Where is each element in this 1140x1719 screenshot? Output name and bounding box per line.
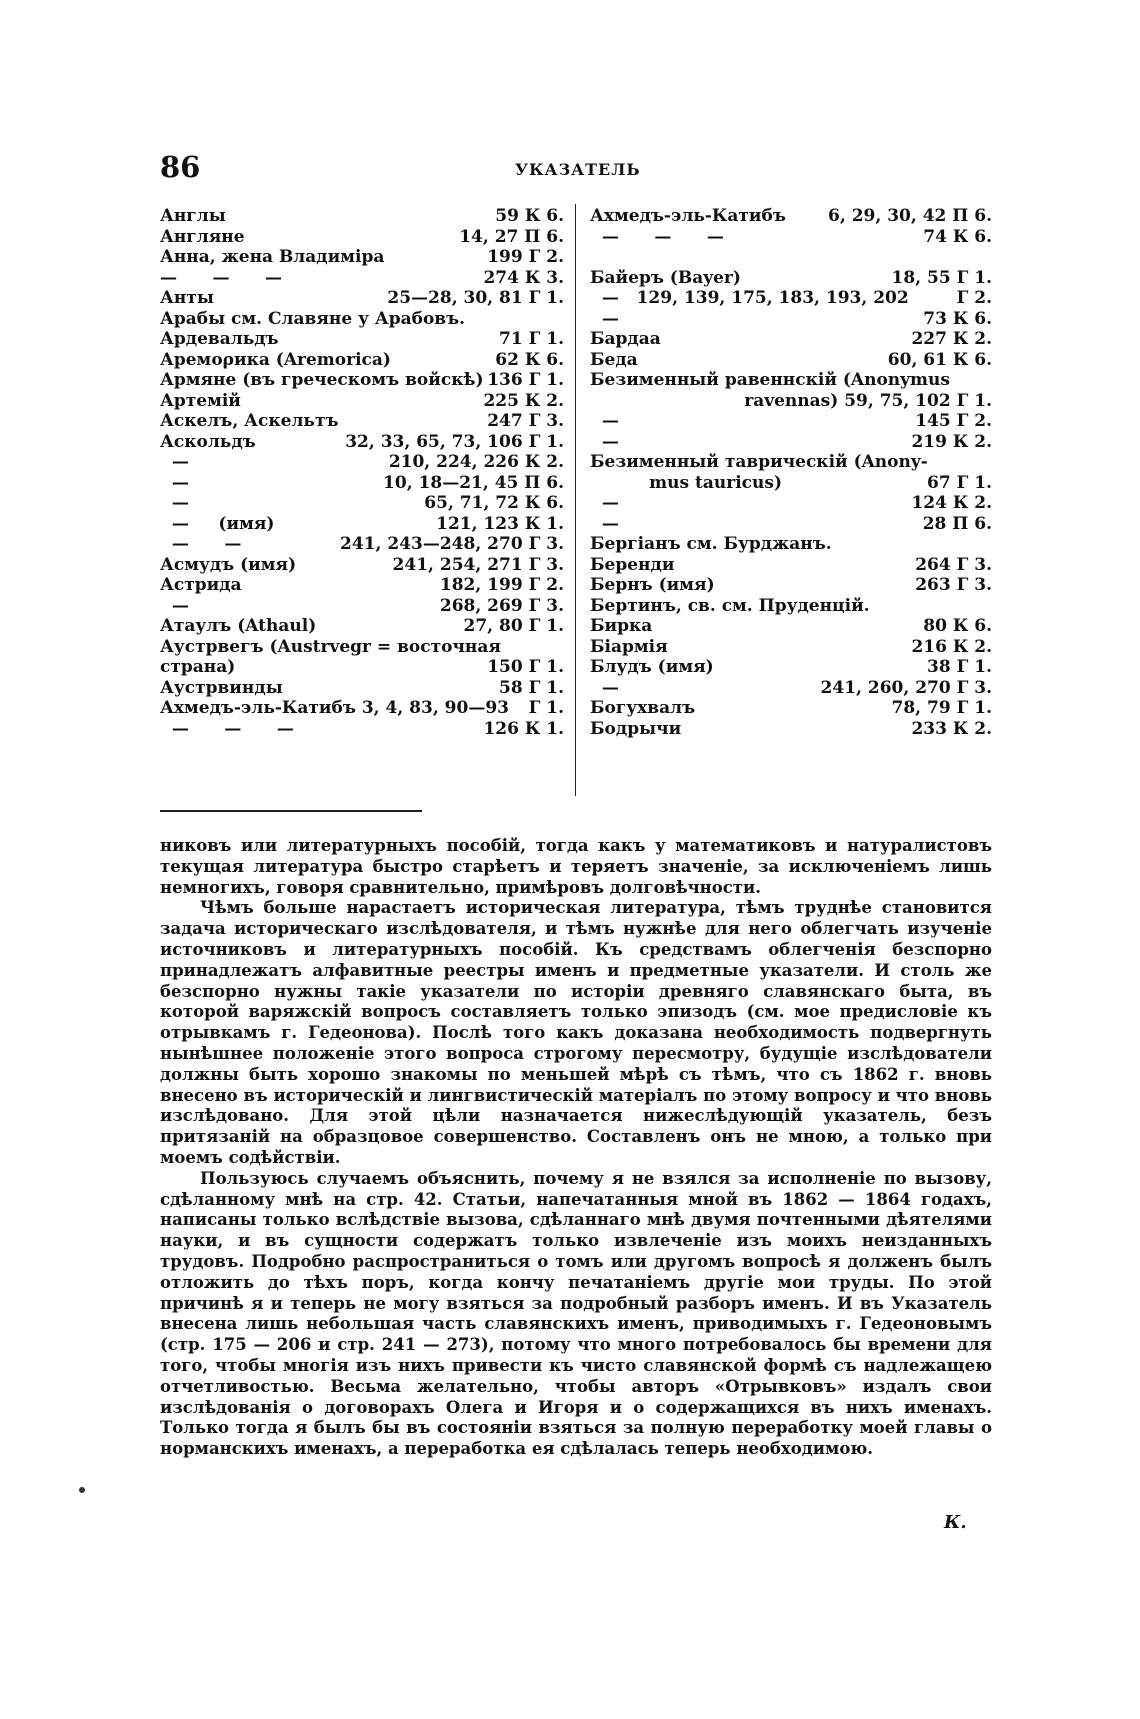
index-entry-name: — xyxy=(590,431,619,452)
index-entry xyxy=(590,575,992,596)
index-entry xyxy=(160,370,564,391)
index-entry xyxy=(160,514,564,535)
index-entry-name: Аустрвегъ (Austrvegr = восточная xyxy=(160,636,501,657)
index-entry-ref: 14, 27 П 6. xyxy=(459,226,564,247)
index-entry-ref: 73 К 6. xyxy=(923,308,992,329)
index-entry-name: Ардевальдъ xyxy=(160,329,279,349)
index-entry-name: Бертинъ, св. см. Пруденцій. xyxy=(590,595,870,616)
index-entry-ref: 62 К 6. xyxy=(495,349,564,370)
index-entry-name: — xyxy=(590,677,619,698)
index-entry-name: — xyxy=(160,595,189,616)
index-entry-ref: 263 Г 3. xyxy=(915,575,992,595)
index-entry-name: — xyxy=(160,493,189,513)
index-entry-ref: 274 К 3. xyxy=(483,267,564,288)
index-entry-name: — xyxy=(590,493,619,513)
index-entry xyxy=(160,698,564,719)
index-entry-name: — xyxy=(590,513,619,534)
index-entry xyxy=(590,493,992,514)
index-entry-ref: 247 Г 3. xyxy=(487,411,564,431)
index-entry-ref: 58 Г 1. xyxy=(499,677,564,698)
index-entry xyxy=(590,432,992,453)
index-entry-ref: 10, 18—21, 45 П 6. xyxy=(383,472,564,493)
index-entry-name: Аустрвинды xyxy=(160,677,283,698)
index-entry-name: — xyxy=(590,308,619,329)
page-number: 86 xyxy=(160,150,201,184)
index-entry xyxy=(160,637,564,658)
page-header: УКАЗАТЕЛЬ xyxy=(515,160,641,179)
index-entry-ref: 67 Г 1. xyxy=(927,472,992,493)
index-entry-name: — — — xyxy=(160,718,294,739)
index-entry-ref: 60, 61 К 6. xyxy=(887,349,992,370)
index-entry xyxy=(160,247,564,268)
index-entry-name: Бодрычи xyxy=(590,718,682,739)
index-entry-ref: Г 2. xyxy=(956,288,992,308)
index-entry xyxy=(590,657,992,678)
index-entry xyxy=(590,616,992,637)
index-entry-ref: 80 К 6. xyxy=(923,616,992,636)
index-entry xyxy=(160,329,564,350)
index-entry xyxy=(160,432,564,453)
index-entry-ref: 150 Г 1. xyxy=(487,657,564,677)
index-entry xyxy=(160,411,564,432)
index-entry-ref: 121, 123 К 1. xyxy=(436,513,564,534)
section-rule xyxy=(160,810,422,812)
index-entry xyxy=(590,473,992,494)
index-entry-ref: 210, 224, 226 К 2. xyxy=(388,452,564,472)
paragraph-continuation: никовъ или литературныхъ пособій, тогда какъ у математиковъ и натуралистовъ текущая литература быстро старѣетъ и теряетъ значеніе, за исключеніемъ лишь немногихъ, говоря сравнительно, примѣровъ долговѣчности. xyxy=(160,836,992,897)
index-entry-ref: 74 К 6. xyxy=(923,226,992,247)
index-entry-name: — 129, 139, 175, 183, 193, 202 xyxy=(590,288,909,308)
index-entry xyxy=(590,268,992,289)
index-entry xyxy=(590,555,992,576)
index-entry-ref: 199 Г 2. xyxy=(487,247,564,267)
index-entry xyxy=(160,493,564,514)
index-entry-name: — xyxy=(160,452,189,472)
index-entry-ref: 233 К 2. xyxy=(911,718,992,739)
index-entry-ref: 65, 71, 72 К 6. xyxy=(424,493,564,513)
index-entry-ref: 126 К 1. xyxy=(483,718,564,739)
index-entry-ref: 264 Г 3. xyxy=(915,554,992,575)
index-entry xyxy=(590,288,992,309)
index-entry-ref: 28 П 6. xyxy=(922,513,992,534)
index-entry-ref: 227 К 2. xyxy=(911,329,992,349)
index-entry-ref: 241, 260, 270 Г 3. xyxy=(820,677,992,698)
index-entry-name: Армяне (въ греческомъ войскѣ) xyxy=(160,370,484,390)
index-entry-name: Бардаа xyxy=(590,329,661,349)
index-entry-ref: 18, 55 Г 1. xyxy=(891,267,992,288)
index-entry xyxy=(160,555,564,576)
index-entry-ref: 27, 80 Г 1. xyxy=(463,616,564,636)
index-entry-name: — xyxy=(160,472,189,493)
index-entry xyxy=(160,268,564,289)
index-entry xyxy=(160,657,564,678)
index-entry-name: Аскелъ, Аскельтъ xyxy=(160,411,339,431)
index-entry xyxy=(590,678,992,699)
index-entry-ref: 219 К 2. xyxy=(911,431,992,452)
index-entry xyxy=(160,206,564,227)
index-entry-ref: 182, 199 Г 2. xyxy=(439,575,564,595)
index-entry xyxy=(590,514,992,535)
index-entry-ref: 216 К 2. xyxy=(911,636,992,657)
index-entry-name: Артемій xyxy=(160,390,241,411)
index-entry-ref: 78, 79 Г 1. xyxy=(891,698,992,718)
index-entry-ref: 136 Г 1. xyxy=(487,370,564,390)
index-entry-name: mus tauricus) xyxy=(590,472,782,493)
index-entry xyxy=(590,719,992,740)
index-entry-name: Бергіанъ см. Бурджанъ. xyxy=(590,534,832,554)
index-entry xyxy=(160,719,564,740)
index-entry-name: Бирка xyxy=(590,616,653,636)
index-entry-name: — (имя) xyxy=(160,513,275,534)
index-entry xyxy=(590,329,992,350)
index-entry-name: Аскольдъ xyxy=(160,431,256,452)
index-entry xyxy=(590,596,992,617)
index-entry-ref: Г 1. xyxy=(528,698,564,718)
index-entry-name: Анты xyxy=(160,288,214,308)
index-entry-ref: 145 Г 2. xyxy=(915,411,992,431)
index-entry xyxy=(160,575,564,596)
index-entry-name: Атаулъ (Athaul) xyxy=(160,616,317,636)
margin-mark xyxy=(79,1487,85,1493)
index-entry-name: Біармія xyxy=(590,636,668,657)
index-entry-name: Англяне xyxy=(160,226,245,247)
index-entry-name: Асмудъ (имя) xyxy=(160,554,297,575)
index-entry xyxy=(590,227,992,248)
index-column-right xyxy=(590,206,992,739)
index-entry-ref: 38 Г 1. xyxy=(927,657,992,677)
index-entry-name: Арабы см. Славяне у Арабовъ. xyxy=(160,308,466,329)
index-entry-ref: 32, 33, 65, 73, 106 Г 1. xyxy=(345,431,564,452)
index-entry-name: Богухвалъ xyxy=(590,698,696,718)
index-entry xyxy=(160,473,564,494)
index-entry xyxy=(590,309,992,330)
index-entry xyxy=(160,391,564,412)
index-entry xyxy=(590,247,992,268)
body-text xyxy=(160,836,992,1460)
index-entry-ref: 225 К 2. xyxy=(483,390,564,411)
index-entry-name: — — — xyxy=(590,226,724,247)
index-entry xyxy=(160,309,564,330)
index-entry-name: Беренди xyxy=(590,554,675,575)
index-entry xyxy=(160,616,564,637)
index-entry-name: Беда xyxy=(590,349,638,370)
index-entry-name: Астрида xyxy=(160,575,242,595)
index-entry-ref: 6, 29, 30, 42 П 6. xyxy=(828,206,992,226)
index-entry xyxy=(590,637,992,658)
index-entry-ref: 25—28, 30, 81 Г 1. xyxy=(387,288,564,308)
index-entry-name: — — xyxy=(160,534,242,554)
index-entry xyxy=(160,227,564,248)
index-entry xyxy=(160,678,564,699)
index-entry xyxy=(590,370,992,391)
index-entry-name: Безименный таврическій (Anony- xyxy=(590,452,928,472)
index-entry-name: Безименный равеннскій (Anonymus xyxy=(590,370,950,390)
index-entry xyxy=(590,206,992,227)
index-entry xyxy=(160,288,564,309)
index-entry xyxy=(160,596,564,617)
index-entry-name: Анна, жена Владиміра xyxy=(160,247,385,267)
index-entry-ref: 268, 269 Г 3. xyxy=(439,595,564,616)
index-entry xyxy=(160,350,564,371)
index-entry xyxy=(160,452,564,473)
index-entry xyxy=(590,698,992,719)
index-entry-name: — — — xyxy=(160,267,283,288)
index-entry-name: Ахмедъ-эль-Катибъ 3, 4, 83, 90—93 xyxy=(160,698,509,718)
index-entry-name: Блудъ (имя) xyxy=(590,657,714,677)
index-entry xyxy=(590,534,992,555)
index-entry-ref: 241, 243—248, 270 Г 3. xyxy=(340,534,564,554)
column-divider xyxy=(575,204,576,796)
index-entry-name: Бернъ (имя) xyxy=(590,575,715,595)
index-entry-ref: 71 Г 1. xyxy=(499,329,564,349)
index-entry-name: — xyxy=(590,411,619,431)
signature: К. xyxy=(944,1512,967,1533)
index-entry-ref: 124 К 2. xyxy=(911,493,992,513)
index-entry-ref: 241, 254, 271 Г 3. xyxy=(392,554,564,575)
index-entry-name: Ахмедъ-эль-Катибъ xyxy=(590,206,786,226)
index-entry-name: страна) xyxy=(160,657,236,677)
index-entry-ref: ravennas) 59, 75, 102 Г 1. xyxy=(744,390,992,411)
index-column-left xyxy=(160,206,564,739)
index-entry xyxy=(160,534,564,555)
index-entry xyxy=(590,411,992,432)
index-entry xyxy=(590,391,992,412)
index-entry xyxy=(590,350,992,371)
paragraph-explanation: Пользуюсь случаемъ объяснить, почему я не взялся за исполненіе по вызову, сдѣланному мнѣ на стр. 42. Статьи, напечатанныя мной въ 1862 — 1864 годахъ, написаны только вслѣдствіе вызова, сдѣланнаго мнѣ двумя почтенными дѣятелями науки, и въ сущности содержатъ только извлеченіе изъ моихъ неизданныхъ трудовъ. Подробно распространиться о томъ или другомъ вопросѣ я долженъ былъ отложить до тѣхъ поръ, когда кончу печатаніемъ другіе мои труды. По этой причинѣ я и теперь не могу взяться за подробный разборъ именъ. И въ Указатель внесена лишь небольшая часть славянскихъ именъ, приводимыхъ г. Гедеоновымъ (стр. 175 — 206 и стр. 241 — 273), потому что много потребовалось бы времени для того, чтобы многія изъ нихъ привести къ чисто славянской формѣ съ надлежащею отчетливостью. Весьма желательно, чтобы авторъ «Отрывковъ» издалъ свои изслѣдованія о договорахъ Олега и Игоря и о содержащихся въ нихъ именахъ. Только тогда я былъ бы въ состояніи взяться за полную переработку моей главы о норманскихъ именахъ, а переработка ея сдѣлалась теперь необходимою. xyxy=(160,1168,992,1459)
index-entry-ref: 59 К 6. xyxy=(495,206,564,226)
index-entry-name: Аремορика (Aremorica) xyxy=(160,349,391,370)
index-entry xyxy=(590,452,992,473)
index-entry-name: Англы xyxy=(160,206,226,226)
paragraph-indexes: Чѣмъ больше нарастаетъ историческая литература, тѣмъ труднѣе становится задача историческаго изслѣдователя, и тѣмъ нужнѣе для него облегчать изученіе источниковъ и литературныхъ пособій. Къ средствамъ облегченія безспорно принадлежатъ алфавитные реестры именъ и предметные указатели. И столь же безспорно нужны такіе указатели по исторіи древняго славянскаго быта, въ которой варяжскій вопросъ составляетъ только эпизодъ (см. мое предисловіе къ отрывкамъ г. Гедеонова). Послѣ того какъ доказана необходимость подвергнуть нынѣшнее положеніе этого вопроса строгому пересмотру, будущіе изслѣдователи должны быть хорошо знакомы по меньшей мѣрѣ съ тѣмъ, что съ 1862 г. вновь внесено въ историческій и лингвистическій матеріалъ по этому вопросу и что вновь изслѣдовано. Для этой цѣли назначается нижеслѣдующій указатель, безъ притязаній на образцовое совершенство. Составленъ онъ не мною, а только при моемъ содѣйствіи. xyxy=(160,898,992,1167)
index-entry-name: Байеръ (Bayer) xyxy=(590,267,741,288)
